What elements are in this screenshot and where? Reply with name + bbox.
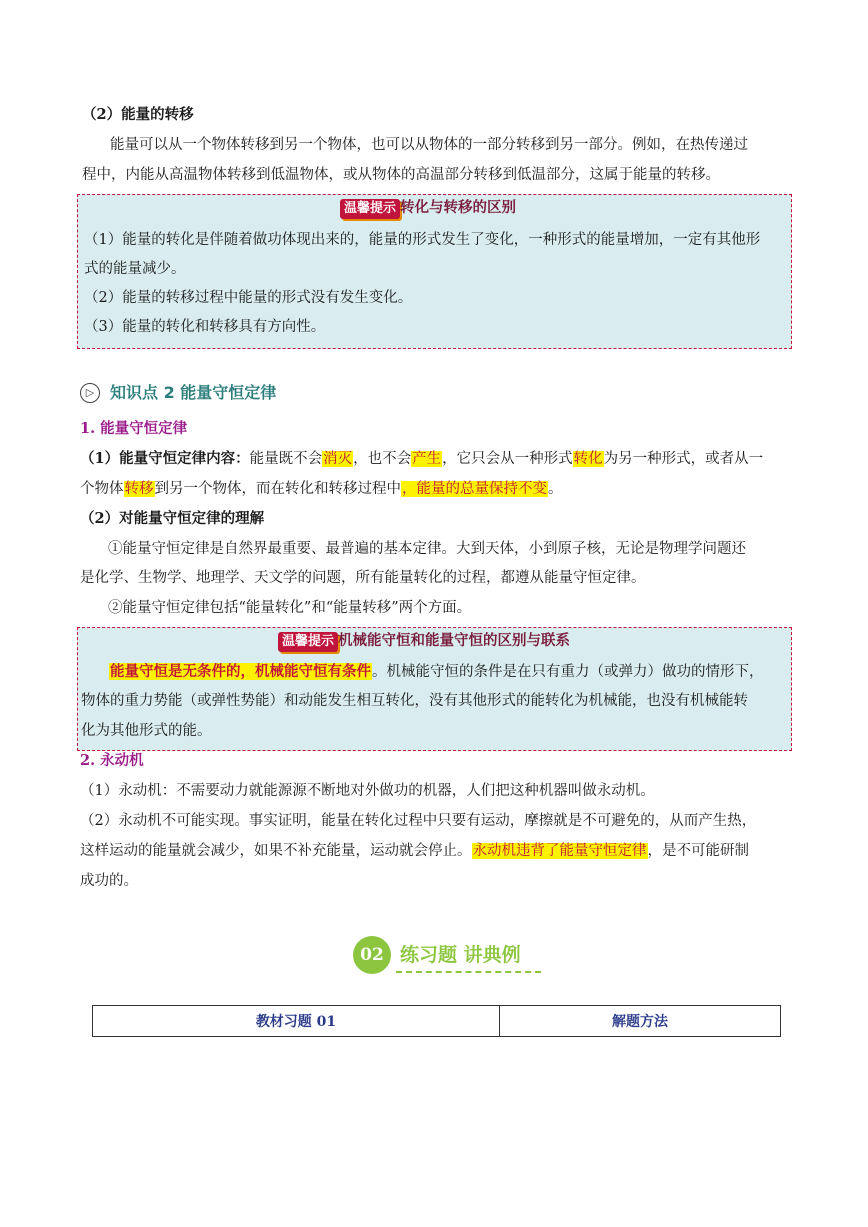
text: 。 xyxy=(548,481,563,497)
tip-line: 物体的重力势能（或弹性势能）和动能发生相互转化，没有其他形式的能转化为机械能，也没有机械能转 xyxy=(81,693,748,709)
text: 个物体 xyxy=(80,481,124,497)
paragraph-line: 成功的。 xyxy=(80,873,138,889)
paragraph-line: ①能量守恒定律是自然界最重要、最普遍的基本定律。大到天体，小到原子核，无论是物理学问题还 xyxy=(108,541,746,557)
tip-line xyxy=(109,661,764,683)
text: 。机械能守恒的条件是在只有重力（或弹力）做功的情形下， xyxy=(372,664,764,680)
paragraph-line: 程中，内能从高温物体转移到低温物体，或从物体的高温部分转移到低温部分，这属于能量的转移。 xyxy=(82,167,720,183)
paragraph-line: 能量可以从一个物体转移到另一个物体，也可以从物体的一部分转移到另一部分。例如，在热传递过 xyxy=(110,137,748,153)
highlight: 转化 xyxy=(573,451,603,467)
paragraph-line xyxy=(80,840,749,862)
text: ，是不可能研制 xyxy=(647,843,749,859)
section-number-badge: 02 xyxy=(353,936,391,974)
tip-title-text: 机械能守恒和能量守恒的区别与联系 xyxy=(338,632,571,649)
tip-box xyxy=(77,194,792,349)
text: 到另一个物体，而在转化和转移过程中 xyxy=(154,481,401,497)
paragraph-line: （2）永动机不可能实现。事实证明，能量在转化过程中只要有运动，摩擦就是不可避免的，从而产生热， xyxy=(80,813,757,829)
highlight: 永动机违背了能量守恒定律 xyxy=(472,843,647,859)
paragraph-line: ②能量守恒定律包括“能量转化”和“能量转移”两个方面。 xyxy=(108,600,472,616)
heading: 1. 能量守恒定律 xyxy=(80,420,188,437)
highlight: 产生 xyxy=(412,451,442,467)
tip-title xyxy=(278,630,570,652)
paragraph-line xyxy=(80,448,763,470)
label: （1）能量守恒定律内容： xyxy=(80,450,250,467)
arrow-circle-icon: ▷ xyxy=(80,383,100,403)
text: 这样运动的能量就会减少，如果不补充能量，运动就会停止。 xyxy=(80,843,472,859)
tip-badge: 温馨提示 xyxy=(278,632,338,652)
text: ，也不会 xyxy=(353,451,412,467)
text: ，它只会从一种形式 xyxy=(442,451,573,467)
exercise-table xyxy=(92,1005,781,1037)
highlight: 能量守恒是无条件的，机械能守恒有条件 xyxy=(110,663,371,680)
tip-title-text: 转化与转移的区别 xyxy=(400,199,517,216)
highlight: ，能量的总量保持不变 xyxy=(402,481,547,497)
tip-line: （1）能量的转化是伴随着做功体现出来的，能量的形式发生了变化，一种形式的能量增加，一定有其他形 xyxy=(84,232,761,248)
paragraph-line: （1）永动机：不需要动力就能源源不断地对外做功的机器，人们把这种机器叫做永动机。 xyxy=(80,783,655,799)
table-header-cell: 教材习题 01 xyxy=(93,1006,500,1037)
subsection-title: （2）能量的转移 xyxy=(82,106,194,123)
tip-line: （2）能量的转移过程中能量的形式没有发生变化。 xyxy=(84,290,413,306)
highlight: 转移 xyxy=(124,481,154,497)
tip-badge: 温馨提示 xyxy=(340,199,400,219)
paragraph-line xyxy=(80,478,563,500)
table-header-cell: 解题方法 xyxy=(500,1006,781,1037)
tip-title xyxy=(340,197,516,219)
section-title: 练习题 讲典例 xyxy=(400,944,521,966)
tip-line: 式的能量减少。 xyxy=(84,261,186,277)
text: 能量既不会 xyxy=(249,451,323,467)
knowledge-point-title: 知识点 2 能量守恒定律 xyxy=(110,383,277,402)
table-header-row xyxy=(93,1006,781,1037)
heading: 2. 永动机 xyxy=(80,752,144,769)
section-underline xyxy=(396,971,541,973)
tip-box xyxy=(77,627,792,751)
tip-line: 化为其他形式的能。 xyxy=(81,723,212,739)
text: 为另一种形式，或者从一 xyxy=(603,451,764,467)
highlight: 消灭 xyxy=(323,451,353,467)
paragraph-line: 是化学、生物学、地理学、天文学的问题，所有能量转化的过程，都遵从能量守恒定律。 xyxy=(80,570,646,586)
subheading: （2）对能量守恒定律的理解 xyxy=(80,510,265,527)
tip-line: （3）能量的转化和转移具有方向性。 xyxy=(84,319,326,335)
